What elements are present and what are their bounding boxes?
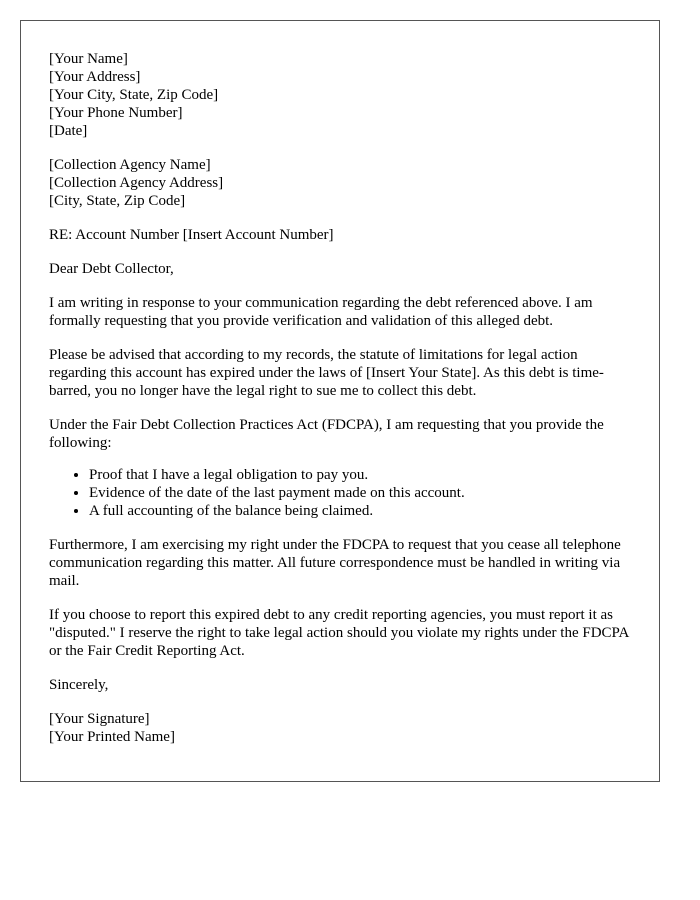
sender-block [49, 50, 631, 140]
body-paragraph-verification: I am writing in response to your communication regarding the debt referenced above. I am formally requesting that you provide verification and validation of this alleged debt. [49, 295, 593, 329]
list-item: • A full accounting of the balance being claimed. [89, 502, 631, 520]
sender-phone: [Your Phone Number] [49, 105, 183, 121]
list-item: • Proof that I have a legal obligation to pay you. [89, 466, 631, 484]
closing: Sincerely, [49, 677, 109, 693]
request-list [49, 466, 631, 520]
recipient-city-state-zip: [City, State, Zip Code] [49, 193, 186, 209]
re-line: RE: Account Number [Insert Account Number] [49, 227, 334, 243]
list-item: • Evidence of the date of the last payment made on this account. [89, 484, 631, 502]
recipient-agency-name: [Collection Agency Name] [49, 157, 211, 173]
body-paragraph-fdcpa-request: Under the Fair Debt Collection Practices Act (FDCPA), I am requesting that you provide the following: [49, 417, 604, 451]
recipient-block [49, 156, 631, 210]
salutation: Dear Debt Collector, [49, 261, 174, 277]
body-paragraph-credit-reporting: If you choose to report this expired debt to any credit reporting agencies, you must report it as "disputed." I reserve the right to take legal action should you violate my rights under the FDCPA or the Fair Credit Reporting Act. [49, 607, 629, 659]
sender-address: [Your Address] [49, 69, 141, 85]
letter-date: [Date] [49, 123, 88, 139]
body-paragraph-statute: Please be advised that according to my records, the statute of limitations for legal action regarding this account has expired under the laws of [Insert Your State]. As this debt is time-barred, you no longer have the legal right to sue me to collect this debt. [49, 347, 604, 399]
printed-name-line: [Your Printed Name] [49, 729, 175, 745]
signature-line: [Your Signature] [49, 711, 150, 727]
body-paragraph-cease-calls: Furthermore, I am exercising my right under the FDCPA to request that you cease all telephone communication regarding this matter. All future correspondence must be handled in writing via mail. [49, 537, 621, 589]
signature-block [49, 710, 631, 746]
recipient-agency-address: [Collection Agency Address] [49, 175, 224, 191]
sender-name: [Your Name] [49, 51, 128, 67]
letter-page [20, 20, 660, 782]
sender-city-state-zip: [Your City, State, Zip Code] [49, 87, 219, 103]
